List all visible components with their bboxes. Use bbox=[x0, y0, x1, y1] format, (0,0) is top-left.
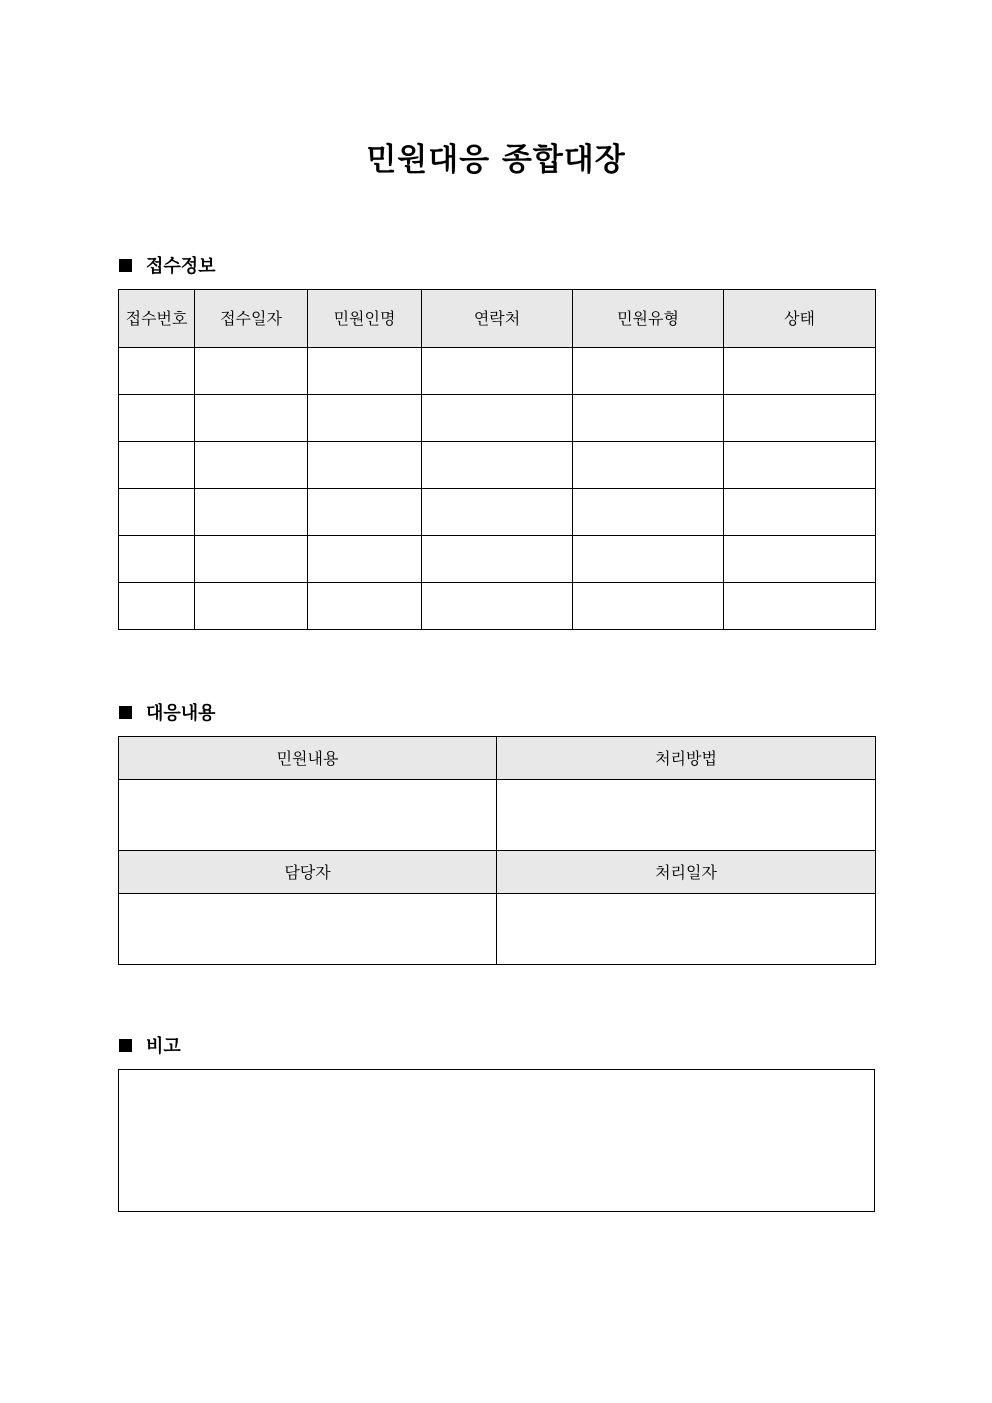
remarks-section-title: 비고 bbox=[146, 1036, 181, 1057]
column-header-receipt-no: 접수번호 bbox=[119, 290, 195, 348]
table-cell[interactable] bbox=[308, 395, 422, 442]
column-header-contact: 연락처 bbox=[422, 290, 573, 348]
column-header-receipt-date: 접수일자 bbox=[195, 290, 308, 348]
table-cell[interactable] bbox=[119, 395, 195, 442]
response-section-title: 대응내용 bbox=[146, 703, 216, 724]
table-cell[interactable] bbox=[573, 583, 724, 630]
table-cell[interactable] bbox=[422, 489, 573, 536]
response-table bbox=[118, 736, 876, 965]
table-cell[interactable] bbox=[724, 442, 876, 489]
processing-method-field[interactable] bbox=[497, 780, 876, 851]
table-cell[interactable] bbox=[308, 442, 422, 489]
table-cell[interactable] bbox=[573, 442, 724, 489]
square-bullet-icon bbox=[119, 706, 132, 719]
response-value-row bbox=[119, 780, 876, 851]
table-row bbox=[119, 348, 876, 395]
response-section-heading bbox=[119, 701, 216, 723]
table-cell[interactable] bbox=[119, 442, 195, 489]
table-cell[interactable] bbox=[422, 395, 573, 442]
table-cell[interactable] bbox=[195, 395, 308, 442]
receipt-section-title: 접수정보 bbox=[146, 256, 216, 277]
response-value-row bbox=[119, 894, 876, 965]
column-header-complainant: 민원인명 bbox=[308, 290, 422, 348]
response-label-row bbox=[119, 851, 876, 894]
complaint-content-field[interactable] bbox=[119, 780, 497, 851]
table-cell[interactable] bbox=[573, 395, 724, 442]
table-cell[interactable] bbox=[119, 583, 195, 630]
table-row bbox=[119, 442, 876, 489]
square-bullet-icon bbox=[119, 259, 132, 272]
table-cell[interactable] bbox=[573, 536, 724, 583]
table-cell[interactable] bbox=[573, 489, 724, 536]
processing-date-label: 처리일자 bbox=[497, 851, 876, 894]
table-cell[interactable] bbox=[573, 348, 724, 395]
table-row bbox=[119, 536, 876, 583]
complaint-content-label: 민원내용 bbox=[119, 737, 497, 780]
table-cell[interactable] bbox=[308, 348, 422, 395]
table-row bbox=[119, 489, 876, 536]
table-cell[interactable] bbox=[724, 395, 876, 442]
table-cell[interactable] bbox=[195, 348, 308, 395]
square-bullet-icon bbox=[119, 1039, 132, 1052]
table-cell[interactable] bbox=[724, 583, 876, 630]
table-row bbox=[119, 395, 876, 442]
table-cell[interactable] bbox=[422, 536, 573, 583]
processing-method-label: 처리방법 bbox=[497, 737, 876, 780]
table-cell[interactable] bbox=[724, 536, 876, 583]
table-cell[interactable] bbox=[308, 583, 422, 630]
table-cell[interactable] bbox=[195, 489, 308, 536]
receipt-table bbox=[118, 289, 876, 630]
table-cell[interactable] bbox=[195, 583, 308, 630]
table-cell[interactable] bbox=[195, 536, 308, 583]
manager-field[interactable] bbox=[119, 894, 497, 965]
table-cell[interactable] bbox=[422, 442, 573, 489]
table-cell[interactable] bbox=[308, 489, 422, 536]
receipt-section-heading bbox=[119, 254, 216, 276]
table-cell[interactable] bbox=[195, 442, 308, 489]
table-cell[interactable] bbox=[119, 536, 195, 583]
receipt-header-row bbox=[119, 290, 876, 348]
remarks-field[interactable] bbox=[118, 1069, 875, 1212]
manager-label: 담당자 bbox=[119, 851, 497, 894]
table-cell[interactable] bbox=[308, 536, 422, 583]
table-cell[interactable] bbox=[422, 348, 573, 395]
document-title: 민원대응 종합대장 bbox=[366, 142, 626, 178]
column-header-type: 민원유형 bbox=[573, 290, 724, 348]
table-row bbox=[119, 583, 876, 630]
column-header-status: 상태 bbox=[724, 290, 876, 348]
table-cell[interactable] bbox=[724, 489, 876, 536]
table-cell[interactable] bbox=[119, 489, 195, 536]
processing-date-field[interactable] bbox=[497, 894, 876, 965]
response-label-row bbox=[119, 737, 876, 780]
table-cell[interactable] bbox=[724, 348, 876, 395]
table-cell[interactable] bbox=[422, 583, 573, 630]
table-cell[interactable] bbox=[119, 348, 195, 395]
remarks-section-heading bbox=[119, 1034, 181, 1056]
